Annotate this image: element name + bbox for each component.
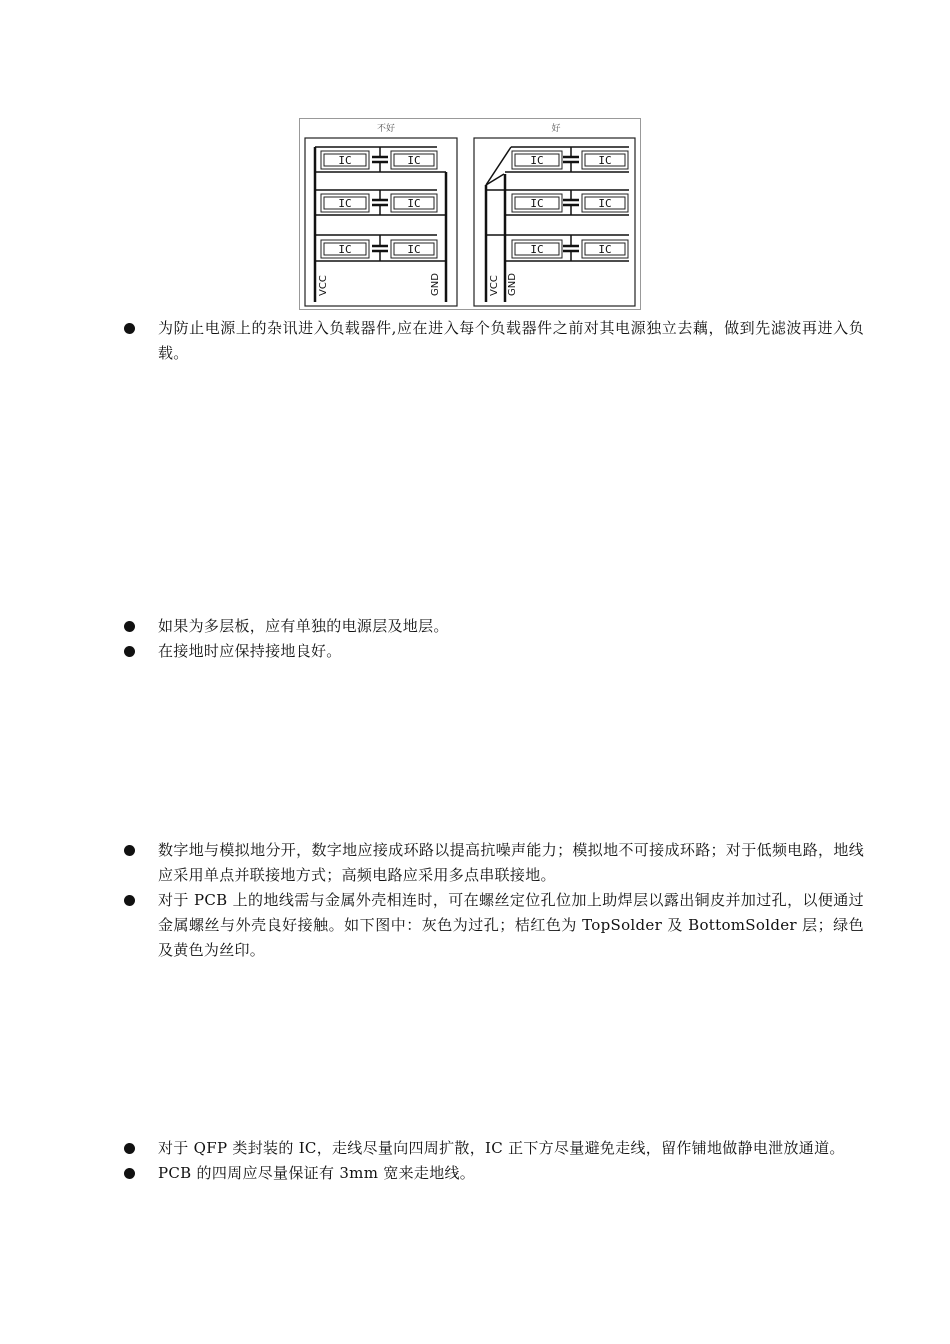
- vcc-label: VCC: [489, 275, 500, 296]
- vcc-label: VCC: [318, 275, 329, 296]
- gnd-label: GND: [507, 273, 518, 296]
- bullet-icon: [124, 845, 135, 856]
- ic-label: IC: [598, 197, 612, 210]
- bullet-group-2: [124, 614, 864, 664]
- ic-label: IC: [338, 154, 352, 167]
- ic-label: IC: [338, 197, 352, 210]
- left-panel-title: 不好: [376, 124, 396, 134]
- list-item: [124, 639, 864, 664]
- paragraph-text: 数字地与模拟地分开，数字地应接成环路以提高抗噪声能力；模拟地不可接成环路；对于低频电路，地线应采用单点并联接地方式；高频电路应采用多点串联接地。: [158, 841, 864, 884]
- list-item: [124, 1136, 864, 1161]
- paragraph-text: 如果为多层板，应有单独的电源层及地层。: [158, 617, 449, 635]
- paragraph-text: 对于 QFP 类封装的 IC，走线尽量向四周扩散，IC 正下方尽量避免走线，留作铺地做静电泄放通道。: [158, 1139, 845, 1157]
- bullet-icon: [124, 323, 135, 334]
- ic-label: IC: [338, 243, 352, 256]
- paragraph-text: 在接地时应保持接地良好。: [158, 642, 342, 660]
- bullet-group-1: [124, 316, 864, 366]
- list-item: [124, 888, 864, 963]
- decoupling-figure: [299, 118, 641, 310]
- bullet-icon: [124, 1143, 135, 1154]
- list-item: [124, 838, 864, 888]
- right-panel-title: 好: [551, 124, 561, 134]
- ic-label: IC: [530, 243, 544, 256]
- bullet-icon: [124, 621, 135, 632]
- gnd-label: GND: [430, 273, 441, 296]
- ic-label: IC: [407, 154, 421, 167]
- ic-label: IC: [407, 197, 421, 210]
- ic-label: IC: [530, 154, 544, 167]
- bullet-icon: [124, 895, 135, 906]
- bullet-icon: [124, 646, 135, 657]
- ic-label: IC: [407, 243, 421, 256]
- paragraph-text: 为防止电源上的杂讯进入负载器件,应在进入每个负载器件之前对其电源独立去藕，做到先滤波再进入负载。: [158, 319, 864, 362]
- list-item: [124, 1161, 864, 1186]
- ic-label: IC: [530, 197, 544, 210]
- bullet-group-3: [124, 838, 864, 963]
- ic-label: IC: [598, 154, 612, 167]
- list-item: [124, 316, 864, 366]
- list-item: [124, 614, 864, 639]
- bullet-group-4: [124, 1136, 864, 1186]
- ic-label: IC: [598, 243, 612, 256]
- paragraph-text: PCB 的四周应尽量保证有 3mm 宽来走地线。: [158, 1164, 476, 1182]
- paragraph-text: 对于 PCB 上的地线需与金属外壳相连时，可在螺丝定位孔位加上助焊层以露出铜皮并加过孔，以便通过金属螺丝与外壳良好接触。如下图中：灰色为过孔；桔红色为 TopSolder 及 BottomSolder 层；绿色及黄色为丝印。: [158, 891, 864, 959]
- bullet-icon: [124, 1168, 135, 1179]
